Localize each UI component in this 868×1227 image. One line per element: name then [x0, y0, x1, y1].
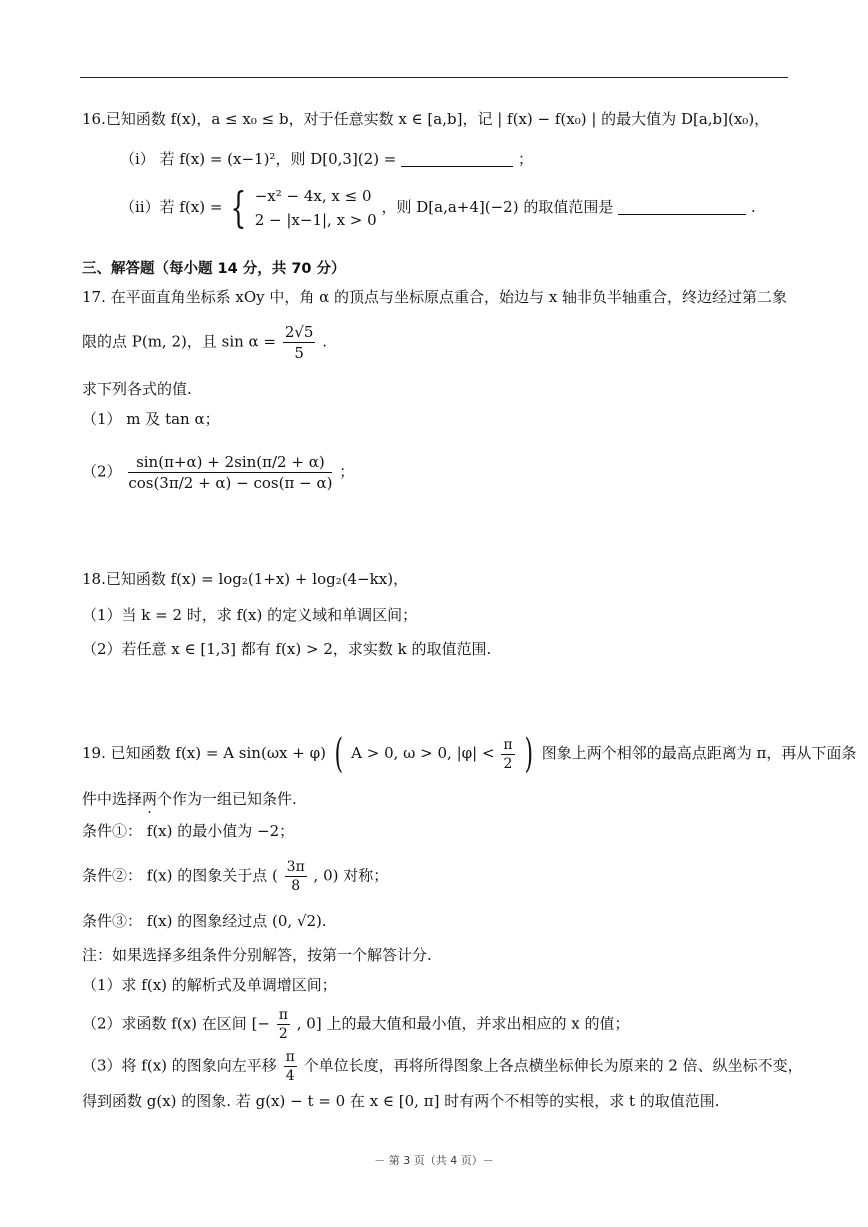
header-rule	[80, 77, 788, 78]
q19-p2-prefix: （2）求函数 f(x) 在区间 [−	[82, 1014, 270, 1033]
q19-p2-num: π	[278, 1007, 288, 1023]
q17-sin-fraction	[283, 322, 316, 363]
q16-case2: 2 − |x−1|, x > 0	[254, 211, 377, 229]
q19-condition-1: 条件①： f(x) 的最小值为 −2；	[82, 822, 295, 840]
q16-stem: 16.已知函数 f(x)，a ≤ x₀ ≤ b，对于任意实数 x ∈ [a,b]，记 | f(x) − f(x₀) | 的最大值为 D[a,b](x₀)，	[82, 110, 770, 128]
q19-line2-a: 件中选择	[82, 790, 143, 808]
q17-part2-den: cos(3π/2 + α) − cos(π − α)	[128, 474, 333, 492]
q17-line3: 求下列各式的值.	[82, 380, 192, 398]
q16-part1-text: （i） 若 f(x) = (x−1)²，则 D[0,3](2) =	[120, 150, 397, 168]
q19-condition-3: 条件③： f(x) 的图象经过点 (0, √2).	[82, 912, 327, 930]
q19-phi-fraction	[501, 736, 514, 773]
q19-p3-num: π	[285, 1049, 295, 1065]
q19-p2-fraction	[277, 1006, 290, 1043]
q16-part2	[120, 184, 756, 232]
q17-line2	[82, 322, 327, 363]
q19-condition-2	[82, 858, 388, 895]
q19-p3-fraction	[284, 1048, 297, 1085]
q19-stem-suffix: 图象上两个相邻的最高点距离为 π，再从下面条	[541, 744, 857, 762]
q19-p3-prefix: （3）将 f(x) 的图象向左平移	[82, 1056, 277, 1075]
q18-stem: 18.已知函数 f(x) = log₂(1+x) + log₂(4−kx)，	[82, 570, 409, 588]
q19-line2-c: 个作为一组已知条件.	[157, 790, 297, 808]
q19-p3-den: 4	[285, 1068, 295, 1084]
q19-phi-den: 2	[503, 755, 513, 772]
section-3-heading: 三、解答题（每小题 14 分，共 70 分）	[82, 261, 346, 277]
q17-part2	[82, 452, 354, 493]
q16-part2-blank	[618, 198, 746, 215]
q19-part3	[82, 1048, 803, 1085]
q16-part1-blank	[401, 150, 513, 167]
q17-part2-end: ；	[339, 462, 355, 481]
q19-stem-cond: A > 0, ω > 0, |φ| <	[351, 744, 495, 762]
q18-part1: （1）当 k = 2 时，求 f(x) 的定义域和单调区间；	[82, 606, 418, 624]
q16-part2-suffix: ，则 D[a,a+4](−2) 的取值范围是	[381, 198, 614, 216]
q17-line1: 17. 在平面直角坐标系 xOy 中，角 α 的顶点与坐标原点重合，始边与 x 轴非负半轴重合，终边经过第二象	[82, 288, 788, 306]
q19-c2-den: 8	[291, 878, 301, 894]
q19-phi-num: π	[503, 736, 513, 753]
q19-left-paren: (	[334, 731, 343, 777]
q17-part1: （1） m 及 tan α；	[82, 410, 220, 428]
q16-case1: −x² − 4x, x ≤ 0	[254, 187, 372, 205]
q19-p3-suffix: 个单位长度，再将所得图象上各点横坐标伸长为原来的 2 倍、纵坐标不变，	[303, 1056, 803, 1075]
q17-sin-num: 2√5	[284, 323, 314, 341]
q19-line2-emph: 两	[142, 790, 158, 808]
q19-part1: （1）求 f(x) 的解析式及单调增区间；	[82, 976, 337, 994]
q17-part2-num: sin(π+α) + 2sin(π/2 + α)	[128, 452, 332, 473]
q19-p2-den: 2	[278, 1026, 288, 1042]
q16-part2-prefix: （ii）若 f(x) =	[120, 198, 223, 216]
q19-stem	[82, 731, 857, 777]
q19-right-paren: )	[524, 731, 534, 777]
q16-part1	[120, 148, 533, 170]
q17-part2-label: （2）	[82, 462, 122, 481]
q17-line2-end: .	[322, 332, 328, 351]
page-footer: － 第 3 页（共 4 页）－	[374, 1154, 494, 1167]
q19-c2-suffix: , 0) 对称；	[313, 866, 389, 885]
q17-line2-prefix: 限的点 P(m, 2)，且 sin α =	[82, 332, 277, 351]
q16-part2-end: .	[750, 198, 756, 216]
q19-p2-suffix: , 0] 上的最大值和最小值，并求出相应的 x 的值；	[296, 1014, 630, 1033]
q18-part2: （2）若任意 x ∈ [1,3] 都有 f(x) > 2，求实数 k 的取值范围.	[82, 640, 492, 658]
q17-part2-fraction	[128, 452, 332, 493]
q16-cases	[255, 184, 377, 232]
q19-stem-prefix: 19. 已知函数 f(x) = A sin(ωx + φ)	[82, 744, 326, 762]
q19-c2-num: 3π	[286, 859, 305, 875]
q19-part3-line2: 得到函数 g(x) 的图象. 若 g(x) − t = 0 在 x ∈ [0, π] 时有两个不相等的实根，求 t 的取值范围.	[82, 1092, 720, 1110]
q19-part2	[82, 1006, 629, 1043]
q17-sin-den: 5	[294, 344, 304, 362]
q19-c2-fraction	[285, 858, 307, 895]
q19-note: 注：如果选择多组条件分别解答，按第一个解答计分.	[82, 946, 432, 964]
q16-part1-end: ；	[517, 150, 533, 168]
q16-brace: {	[230, 183, 247, 232]
q19-line2	[82, 788, 297, 810]
q19-c2-prefix: 条件②： f(x) 的图象关于点 (	[82, 866, 278, 885]
